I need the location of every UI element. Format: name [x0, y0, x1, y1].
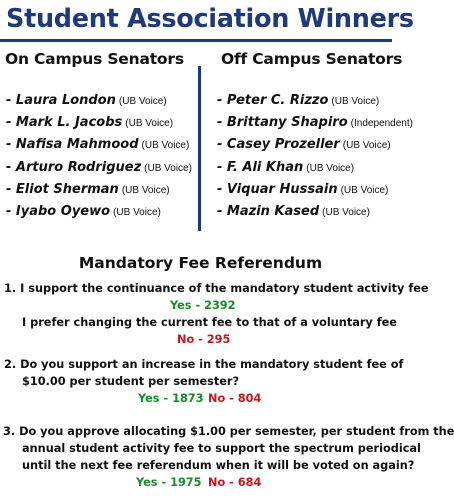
list-item — [6, 88, 192, 110]
senator-name: - Casey Prozeller — [217, 137, 340, 153]
list-item — [217, 199, 413, 221]
list-item — [217, 88, 413, 110]
page-title: Student Association Winners — [6, 4, 414, 34]
senator-party: (Independent) — [350, 118, 413, 130]
senator-name: - Arturo Rodriguez — [6, 159, 142, 175]
list-item — [6, 132, 192, 154]
list-item — [217, 110, 413, 132]
senator-party: (UB Voice) — [125, 118, 174, 130]
question-2-yes-result: Yes - 1873 — [138, 392, 204, 405]
senator-party: (UB Voice) — [340, 184, 389, 196]
question-2-no-result: No - 804 — [208, 392, 262, 405]
question-1-yes-result: Yes - 2392 — [170, 299, 236, 312]
senator-name: - Nafisa Mahmood — [6, 137, 139, 153]
question-1-no-result: No - 295 — [177, 333, 231, 346]
question-3-line-2: annual student activity fee to support the spectrum periodical — [22, 442, 421, 455]
list-item — [6, 110, 192, 132]
referendum-title: Mandatory Fee Referendum — [78, 254, 323, 272]
senator-name: - Eliot Sherman — [6, 181, 119, 197]
on-campus-heading: On Campus Senators — [5, 50, 184, 68]
senator-party: (UB Voice) — [141, 140, 190, 152]
senator-party: (UB Voice) — [118, 96, 167, 107]
senator-party: (UB Voice) — [306, 162, 355, 174]
off-campus-senator-list — [217, 88, 413, 221]
senator-name: - F. Ali Khan — [217, 159, 304, 175]
on-campus-senator-list — [6, 88, 192, 221]
senator-party: (UB Voice) — [113, 206, 161, 218]
question-1-line-2: I prefer changing the current fee to that of a voluntary fee — [22, 316, 397, 329]
list-item — [217, 132, 413, 154]
list-item — [217, 155, 413, 177]
list-item — [6, 199, 192, 221]
off-campus-heading: Off Campus Senators — [221, 50, 403, 68]
senator-name: - Viquar Hussain — [217, 181, 338, 197]
senator-party: (UB Voice) — [342, 140, 391, 152]
senator-name: - Peter C. Rizzo — [217, 93, 329, 108]
senator-name: - Iyabo Oyewo — [6, 203, 111, 219]
list-item — [6, 155, 192, 177]
question-3-no-result: No - 684 — [208, 476, 262, 489]
senator-party: (UB Voice) — [331, 96, 380, 107]
question-2-line-2: $10.00 per student per semester? — [22, 375, 240, 388]
question-1-line-1: 1. I support the continuance of the mandatory student activity fee — [4, 282, 429, 295]
senator-name: - Brittany Shapiro — [217, 115, 348, 131]
title-underline — [0, 39, 392, 42]
question-3-line-1: 3. Do you approve allocating $1.00 per semester, per student from the — [3, 425, 454, 438]
question-2-line-1: 2. Do you support an increase in the mandatory student fee of — [4, 358, 404, 371]
question-3-yes-result: Yes - 1975 — [136, 476, 202, 489]
senator-party: (UB Voice) — [322, 206, 370, 218]
senator-name: - Mark L. Jacobs — [6, 115, 123, 131]
list-item — [6, 177, 192, 199]
senator-name: - Laura London — [6, 93, 116, 108]
question-3-line-3: until the next fee referendum when it will be voted on again? — [22, 459, 415, 472]
column-divider — [198, 66, 201, 231]
senator-party: (UB Voice) — [144, 162, 192, 174]
senator-party: (UB Voice) — [121, 184, 170, 196]
senator-name: - Mazin Kased — [217, 203, 320, 219]
list-item — [217, 177, 413, 199]
